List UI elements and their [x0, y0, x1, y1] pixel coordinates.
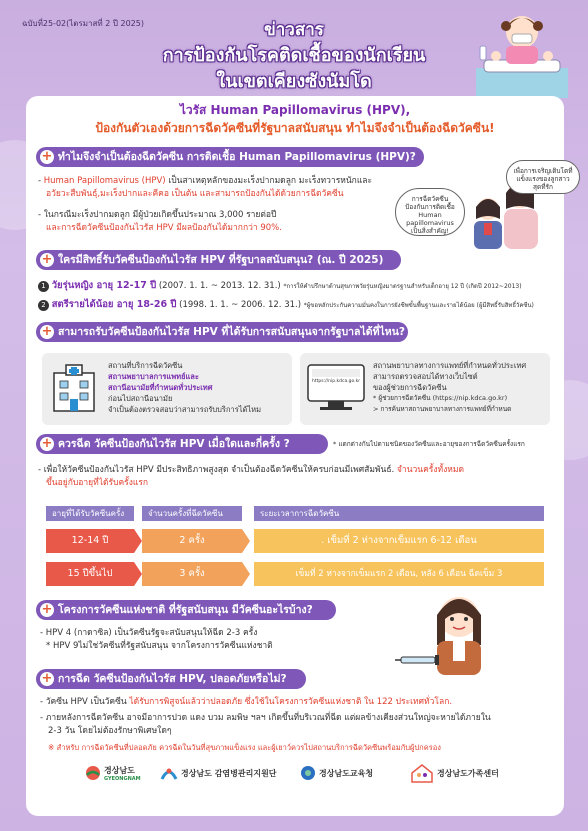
clinic-info-text: สถานที่บริการฉีดวัคซีน สถานพยาบาลการแพทย์และ สถานีอนามัยที่กำหนดทั่วประเทศ ก่อนไปสถานีอนามัย จำเป็นต้องตรวจสอบว่าสามารถรับบริการได้ไหม [108, 361, 262, 414]
subtitle-line1: ไวรัส Human Papillomavirus (HPV), [179, 103, 411, 117]
plus-icon: + [41, 252, 53, 267]
title-line1: ข่าวสาร [264, 20, 324, 40]
arrow-icon [134, 529, 142, 553]
girl-washing-hands-illustration [476, 6, 568, 98]
logo-infection-center: 경상남도 감염병관리지원단 [160, 761, 277, 785]
title-line2: การป้องกันโรคติดเชื้อของนักเรียน [162, 45, 426, 66]
table-header-age: อายุที่ได้รับวัคซีนครั้ง [46, 506, 134, 521]
issue-label: ฉบับที่25-02(ไตรมาสที่ 2 ปี 2025) [22, 19, 144, 28]
subtitle-line2: ป้องกันตัวเองด้วยการฉีดวัคซีนที่รัฐบาลสนับสนุน ทำไมจึงจำเป็นต้องฉีดวัคซีน! [95, 121, 495, 135]
why-paragraph-1-line2: อวัยวะสืบพันธุ์,มะเร็งปากและคีคอ เป็นต้น และสามารถป้องกันได้ด้วยการฉีดวัคซีน [46, 189, 344, 199]
hpv-name: Human Papillomavirus (HPV) [43, 176, 166, 186]
title-line3: ในเขตเคียงซังนัมโด [216, 71, 372, 92]
table-row-1-period: . เข็มที่ 2 ห่างจากเข็มแรก 6-12 เดือน [254, 529, 544, 553]
education-office-logo-icon [300, 765, 316, 781]
plus-icon: + [41, 324, 53, 339]
section-who-header [36, 250, 401, 270]
section-when-title: ควรฉีด วัคซีนป้องกันไวรัส HPV เมื่อใดและกี่ครั้ง ? [58, 438, 290, 450]
nurse-with-syringe-illustration [395, 585, 515, 675]
arrow-icon [134, 562, 142, 586]
plus-icon: + [41, 671, 53, 686]
section-why-title: ทำไมจึงจำเป็นต้องฉีดวัคซีน การติดเชื้อ Human Papillomavirus (HPV)? [58, 151, 416, 163]
table-header-period: ระยะเวลาการฉีดวัคซีน [254, 506, 544, 521]
plus-icon: + [41, 602, 53, 617]
logo-family-center: 경상남도가족센터 [410, 761, 499, 785]
speech-bubble-right: เพื่อการเจริญเติบโตที่แข็งแรงของลูกสาวสุดที่รัก [506, 160, 580, 194]
why-paragraph-2: - ในกรณีมะเร็งปากมดลูก มีผู้ป่วยเกิดขึ้นประมาณ 3,000 รายต่อปี และการฉีดวัคซีนป้องกันไวรัส HPV มีผลป้องกันได้มากกว่า 90%. [38, 210, 282, 233]
table-row-2-count: 3 ครั้ง [142, 562, 242, 586]
table-row-1-count: 2 ครั้ง [142, 529, 242, 553]
section-safety-header [36, 669, 306, 689]
schedule-note: * แตกต่างกันไปตามชนิดของวัคซีนและอายุของการฉีดวัคซีนครั้งแรก [333, 440, 525, 448]
speech-bubble-left: การฉีดวัคซีนป้องกันการติดเชื้อ Human papillomavirus เป็นสิ่งสำคัญ! [395, 188, 465, 236]
why-paragraph-1: - Human Papillomavirus (HPV) เป็นสาเหตุหลักของมะเร็งปากมดลูก มะเร็งทวารหนักและ อวัยวะสืบพันธุ์,มะเร็งปากและคีคอ เป็นต้น และสามารถป้องกันได้ด้วยการฉีดวัคซีน [38, 176, 373, 199]
eligibility-item-1: 1 วัยรุ่นหญิง อายุ 12-17 ปี (2007. 1. 1. ~ 2013. 12. 31.) *การให้คำปรึกษาด้านสุขภาพวัยรุ่นหญิงมาตรฐานสำหรับเด็กอายุ 12 ปี (เกิดปี 2012~2013) [38, 279, 558, 293]
gyeongnam-logo-icon [85, 765, 101, 781]
section-which-header [36, 600, 336, 620]
infection-center-logo-icon [160, 765, 178, 781]
safety-paragraph: - วัคซีน HPV เป็นวัคซีน ได้รับการพิสูจน์แล้วว่าปลอดภัย ซึ่งใช้ในโครงการวัคซีนแห่งชาติ ใน 122 ประเทศทั่วโลก. - ภายหลังการฉีดวัคซีน อาจมีอาการปวด แดง บวม ลมพิษ ฯลฯ เกิดขึ้นที่บริเวณที่ฉีด แต่ผลข้างเคียงส่วนใหญ่จะหายได้ภายใน 2-3 วัน โดยไม่ต้องรักษาพิเศษใดๆ ※ สำหรับ การฉีดวัคซีนที่ปลอดภัย ควรฉีดในวันที่สุขภาพแข็งแรง และผู้เยาว์ควรไปสถานบริการฉีดวัคซีนพร้อมกับผู้ปกครอง [40, 697, 491, 752]
section-when-header [36, 434, 328, 454]
plus-icon: + [41, 149, 53, 164]
table-row-1-age: 12-14 ปี [46, 529, 134, 553]
hospital-icon [52, 363, 96, 413]
table-row-2-age: 15 ปีขึ้นไป [46, 562, 134, 586]
arrow-icon [242, 529, 250, 553]
section-which-title: โครงการวัคซีนแห่งชาติ ที่รัฐสนับสนุน มีวัคซีนอะไรบ้าง? [58, 604, 313, 616]
url-label: https://nip.kdca.go.kr [312, 379, 361, 384]
table-header-count: จำนวนครั้งที่ฉีดวัคซีน [142, 506, 242, 521]
logo-gyeongnam: 경상남도 GYEONGNAM [85, 761, 141, 785]
monitor-icon [306, 363, 366, 413]
family-center-logo-icon [410, 763, 434, 783]
plus-icon: + [41, 436, 53, 451]
number-2-icon: 2 [38, 300, 49, 311]
section-who-title: ใครมีสิทธิ์รับวัคซีนป้องกันไวรัส HPV ที่รัฐบาลสนับสนุน? (ณ. ปี 2025) [58, 254, 384, 266]
section-where-header [36, 322, 408, 342]
website-info-text: สถานพยาบาลทางการแพทย์ที่กำหนดทั่วประเทศ สามารถตรวจสอบได้ทางเว็บไซต์ ของผู้ช่วยการฉีดวัคซีน * ผู้ช่วยการฉีดวัคซีน (https://nip.kdca.go.kr) > การค้นหาสถานพยาบาลทางการแพทย์ที่กำหนด [373, 361, 527, 413]
arrow-icon [242, 562, 250, 586]
number-1-icon: 1 [38, 281, 49, 292]
section-why-header [36, 147, 424, 167]
schedule-paragraph: - เพื่อให้วัคซีนป้องกันไวรัส HPV มีประสิทธิภาพสูงสุด จำเป็นต้องฉีดวัคซีนให้ครบก่อนมีเพศสัมพันธ์. จำนวนครั้งทั้งหมด ขึ้นอยู่กับอายุที่ได้รับครั้งแรก [38, 465, 464, 488]
section-safety-title: การฉีด วัคซีนป้องกันไวรัส HPV, ปลอดภัยหรือไม่? [58, 673, 287, 685]
section-where-title: สามารถรับวัคซีนป้องกันไวรัส HPV ที่ได้รับการสนับสนุนจากรัฐบาลได้ที่ไหน? [58, 326, 405, 338]
table-row-2-period: เข็มที่ 2 ห่างจากเข็มแรก 2 เดือน, หลัง 6 เดือน ฉีดเข็ม 3 [254, 562, 544, 586]
vaccine-list: - HPV 4 (กาดาซิล) เป็นวัคซีนรัฐจะสนับสนุนให้ฉีด 2-3 ครั้ง * HPV 9ไม่ใช่วัคซีนที่รัฐสนับสนุน จากโครงการวัคซีนแห่งชาติ [40, 628, 273, 651]
logo-education-office: 경상남도교육청 [300, 761, 373, 785]
vaccine-effect-text: และการฉีดวัคซีนป้องกันไวรัส HPV มีผลป้องกันได้มากกว่า 90%. [46, 223, 282, 233]
eligibility-item-2: 2 สตรีรายได้น้อย อายุ 18-26 ปี (1998. 1. 1. ~ 2006. 12. 31.) *ผู้ขอหลักประกันความมั่นคงในการยังชีพขั้นพื้นฐานและรายได้น้อย (ผู้มีสิทธิ์รับสิทธิ์วัคซีน) [38, 298, 558, 312]
